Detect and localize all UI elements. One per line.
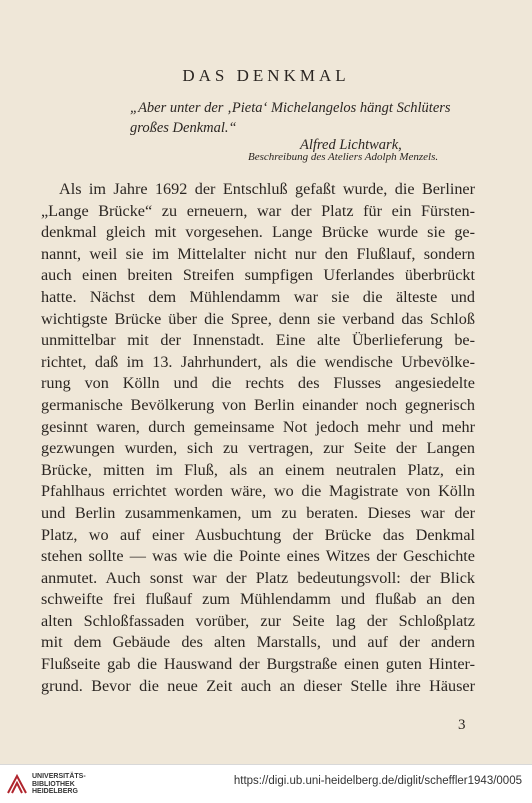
body-line: Brücke, mitten im Fluß, als an einem neutralen Platz, ein — [41, 460, 475, 479]
body-line: denkmal gleich mit vorgesehen. Lange Brücke wurde sie ge- — [41, 223, 475, 242]
body-line: stehen sollte — was wie die Pointe eines Witzes der Geschichte — [41, 547, 475, 566]
body-line: grund. Bevor die neue Zeit auch an dieser Stelle ihre Häuser — [41, 676, 475, 695]
university-library-logo-icon — [6, 773, 28, 795]
body-line: nannt, weil sie im Mittelalter nicht nur den Flußlauf, sondern — [41, 244, 475, 263]
library-name: UNIVERSITÄTS- BIBLIOTHEK HEIDELBERG — [32, 773, 86, 795]
body-line: Als im Jahre 1692 der Entschluß gefaßt wurde, die Berliner — [59, 180, 475, 198]
body-line: „Lange Brücke“ zu erneuern, war der Platz für ein Fürsten- — [41, 201, 475, 220]
body-text — [41, 179, 475, 697]
body-line: Pfahlhaus errichtet worden wäre, wo die Magistrate von Kölln — [41, 482, 475, 501]
body-line: richtet, daß im 13. Jahrhundert, als die wendische Urbevölke- — [41, 352, 475, 371]
body-line: und Berlin zusammenkamen, um zu beraten. Dieses war der — [41, 503, 475, 522]
body-line: Flußseite gab die Hauswand der Burgstraße einen guten Hinter- — [41, 655, 475, 674]
body-line: wichtigste Brücke über die Spree, denn sie verband das Schloß — [41, 309, 475, 328]
epigraph-source: Beschreibung des Ateliers Adolph Menzels. — [248, 151, 439, 163]
epigraph-author: Alfred Lichtwark, — [300, 137, 402, 153]
body-line: schweifte frei flußauf zum Mühlendamm und flußab an den — [41, 590, 475, 609]
body-line: gezwungen wurden, sich zu vertragen, zur Seite der Langen — [41, 439, 475, 458]
body-line: rung von Kölln und die rechts des Flusses angesiedelte — [41, 374, 475, 393]
body-line: unmittelbar mit der Innenstadt. Eine alte Überlieferung be- — [41, 331, 475, 350]
body-line: germanische Bevölkerung von Berlin einander noch gegnerisch — [41, 395, 475, 414]
body-line: hatte. Nächst dem Mühlendamm war sie die älteste und — [41, 287, 475, 306]
page-number: 3 — [458, 717, 466, 733]
epigraph-line-1: „Aber unter der ‚Pieta‘ Michelangelos hängt Schlüters — [130, 100, 451, 116]
body-line: mit dem Gebäude des alten Marstalls, und auf der andern — [41, 633, 475, 652]
body-line: anmutet. Auch sonst war der Platz bedeutungsvoll: der Blick — [41, 568, 475, 587]
footer-bar — [0, 764, 532, 803]
body-line: Platz, wo auf einer Ausbuchtung der Brücke das Denkmal — [41, 525, 475, 544]
epigraph — [130, 98, 480, 138]
body-line: auch einen breiten Streifen sumpfigen Uferlandes überbrückt — [41, 266, 475, 285]
body-line: alten Schloßfassaden vorüber, zur Seite lag der Schloßplatz — [41, 611, 475, 630]
chapter-title: DAS DENKMAL — [182, 66, 350, 85]
body-line: gesinnt waren, durch gemeinsame Not jedoch mehr und mehr — [41, 417, 475, 436]
epigraph-line-2: großes Denkmal.“ — [130, 120, 237, 136]
source-url-link[interactable]: https://digi.ub.uni-heidelberg.de/diglit/scheffler1943/0005 — [233, 775, 522, 787]
